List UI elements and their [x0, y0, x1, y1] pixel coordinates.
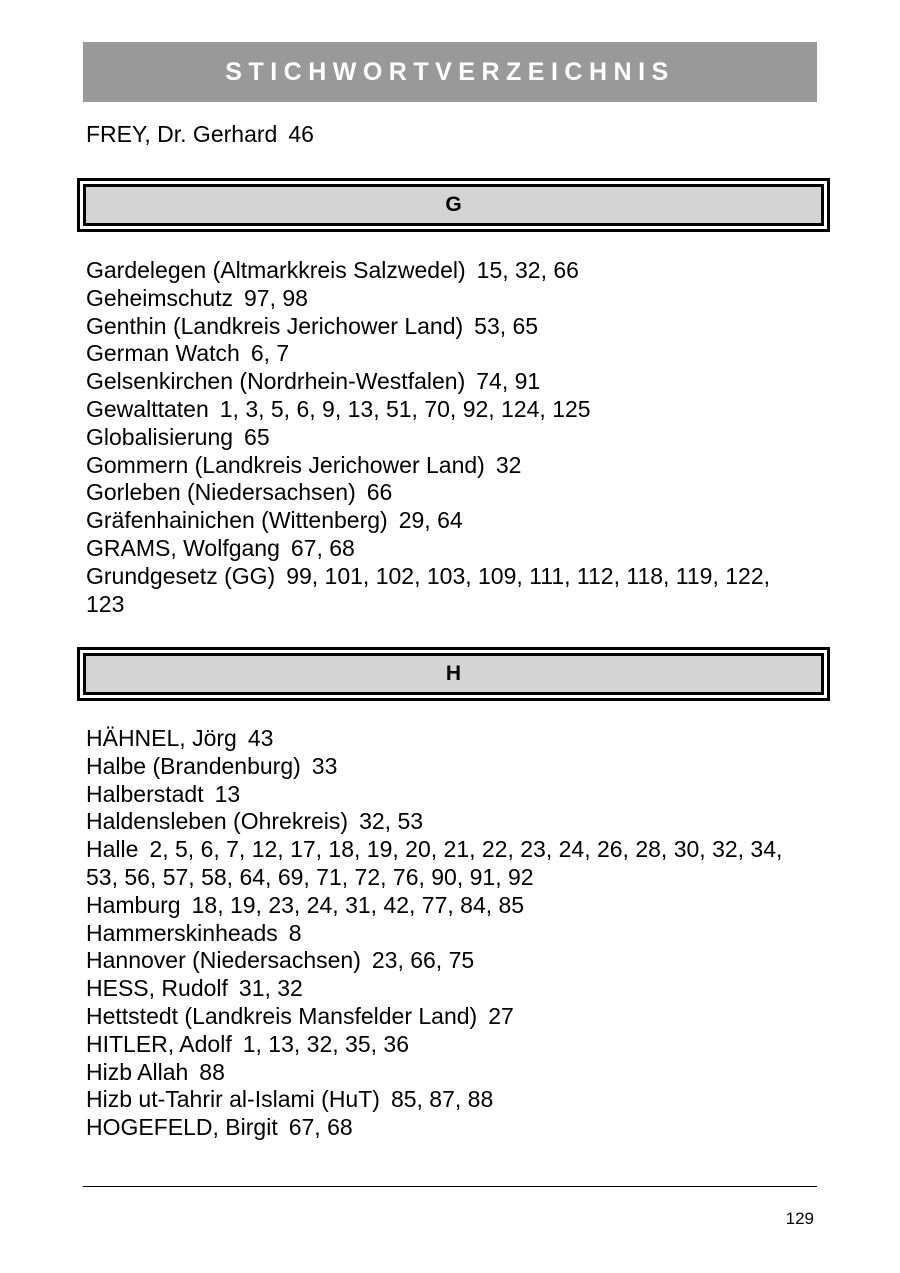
entry-pages: 85, 87, 88: [390, 1086, 494, 1113]
section-g-entries: [86, 257, 806, 618]
entry-pages: 66: [366, 479, 393, 506]
index-entry: [86, 1003, 806, 1031]
index-entry: [86, 975, 806, 1003]
entry-pages: 33: [311, 752, 338, 779]
index-entry: [86, 507, 806, 535]
entry-term: Geheimschutz: [86, 284, 234, 311]
entry-term: Globalisierung: [86, 423, 234, 450]
page-number: 129: [785, 1209, 814, 1228]
entry-term: Gardelegen (Altmarkkreis Salzwedel): [86, 257, 466, 283]
index-entry: [86, 725, 806, 753]
entry-term: Gorleben (Niedersachsen): [86, 479, 356, 506]
entry-pages: 29, 64: [398, 507, 463, 534]
entry-pages: 88: [199, 1058, 225, 1085]
entry-pages: 23, 66, 75: [371, 947, 475, 974]
index-entry-intro: [86, 121, 314, 149]
index-entry: [86, 753, 806, 781]
page-title: STICHWORTVERZEICHNIS: [225, 57, 675, 86]
index-entry: [86, 368, 806, 396]
entry-term: Grundgesetz (GG): [86, 562, 276, 589]
entry-pages: 6, 7: [250, 340, 290, 367]
entry-pages: 15, 32, 66: [476, 257, 579, 283]
index-entry: [86, 892, 806, 920]
entry-pages: 32, 53: [359, 808, 424, 835]
entry-pages: 13: [214, 780, 241, 807]
entry-pages: 1, 3, 5, 6, 9, 13, 51, 70, 92, 124, 125: [219, 395, 591, 422]
entry-term: Gommern (Landkreis Jerichower Land): [86, 451, 485, 478]
entry-term: HESS, Rudolf: [86, 975, 228, 1002]
entry-term: Hammerskinheads: [86, 919, 278, 946]
entry-pages: 53, 65: [474, 312, 539, 339]
entry-term: Halbe (Brandenburg): [86, 752, 301, 779]
index-entry: [86, 947, 806, 975]
entry-term: Halberstadt: [86, 780, 204, 807]
entry-pages: 18, 19, 23, 24, 31, 42, 77, 84, 85: [191, 891, 525, 918]
entry-term: Gelsenkirchen (Nordrhein-Westfalen): [86, 368, 466, 395]
section-header-h-inner: [83, 653, 824, 695]
entry-term: GRAMS, Wolfgang: [86, 534, 280, 561]
entry-term: Gewalttaten: [86, 395, 209, 422]
index-entry: [86, 836, 786, 892]
footer-divider: [83, 1186, 817, 1187]
index-entry: [86, 920, 806, 948]
entry-term: German Watch: [86, 340, 240, 367]
entry-pages: 2, 5, 6, 7, 12, 17, 18, 19, 20, 21, 22, 23, 24, 26, 28, 30, 32, 34, 53, 56, 57, 58, 64, 69, 71, 72, 76, 90, 91, 92: [86, 836, 783, 890]
section-header-h: [77, 647, 830, 701]
index-entry: [86, 396, 806, 424]
section-letter: H: [445, 662, 462, 685]
index-header-bar: [83, 42, 817, 102]
index-entry: [86, 563, 786, 619]
entry-pages: 8: [288, 919, 302, 946]
entry-term: FREY, Dr. Gerhard: [86, 121, 278, 147]
entry-pages: 31, 32: [238, 975, 303, 1002]
entry-pages: 65: [244, 423, 270, 450]
index-entry: [86, 479, 806, 507]
entry-term: Hizb Allah: [86, 1058, 189, 1085]
index-entry: [86, 1114, 806, 1142]
entry-pages: 67, 68: [288, 1114, 353, 1141]
entry-term: HITLER, Adolf: [86, 1030, 232, 1057]
section-header-g: [77, 178, 830, 232]
index-entry: [86, 452, 806, 480]
index-entry: [86, 1059, 806, 1087]
entry-pages: 97, 98: [244, 284, 308, 311]
index-entry: [86, 808, 806, 836]
entry-term: Hizb ut-Tahrir al-Islami (HuT): [86, 1086, 380, 1113]
entry-pages: 27: [488, 1002, 514, 1029]
index-entry: [86, 257, 806, 285]
section-header-g-inner: [83, 184, 824, 226]
entry-pages: 67, 68: [290, 534, 355, 561]
entry-term: HOGEFELD, Birgit: [86, 1114, 278, 1141]
entry-term: Genthin (Landkreis Jerichower Land): [86, 312, 464, 339]
entry-pages: 74, 91: [476, 368, 541, 395]
section-letter: G: [445, 193, 462, 216]
index-entry: [86, 340, 806, 368]
section-h-entries: [86, 725, 806, 1142]
index-entry: [86, 313, 806, 341]
entry-term: Hettstedt (Landkreis Mansfelder Land): [86, 1002, 478, 1029]
entry-term: HÄHNEL, Jörg: [86, 725, 237, 751]
index-entry: [86, 781, 806, 809]
index-entry: [86, 535, 806, 563]
entry-pages: 32: [495, 451, 522, 478]
entry-pages: 46: [288, 121, 314, 147]
index-entry: [86, 285, 806, 313]
entry-term: Hamburg: [86, 891, 181, 918]
entry-pages: 99, 101, 102, 103, 109, 111, 112, 118, 119, 122, 123: [86, 562, 771, 617]
entry-pages: 43: [247, 725, 274, 751]
index-entry: [86, 424, 806, 452]
entry-term: Hannover (Niedersachsen): [86, 947, 361, 974]
entry-term: Gräfenhainichen (Wittenberg): [86, 507, 388, 534]
index-entry: [86, 1086, 806, 1114]
entry-term: Haldensleben (Ohrekreis): [86, 808, 349, 835]
entry-term: Halle: [86, 836, 139, 863]
entry-pages: 1, 13, 32, 35, 36: [242, 1030, 409, 1057]
index-entry: [86, 1031, 806, 1059]
